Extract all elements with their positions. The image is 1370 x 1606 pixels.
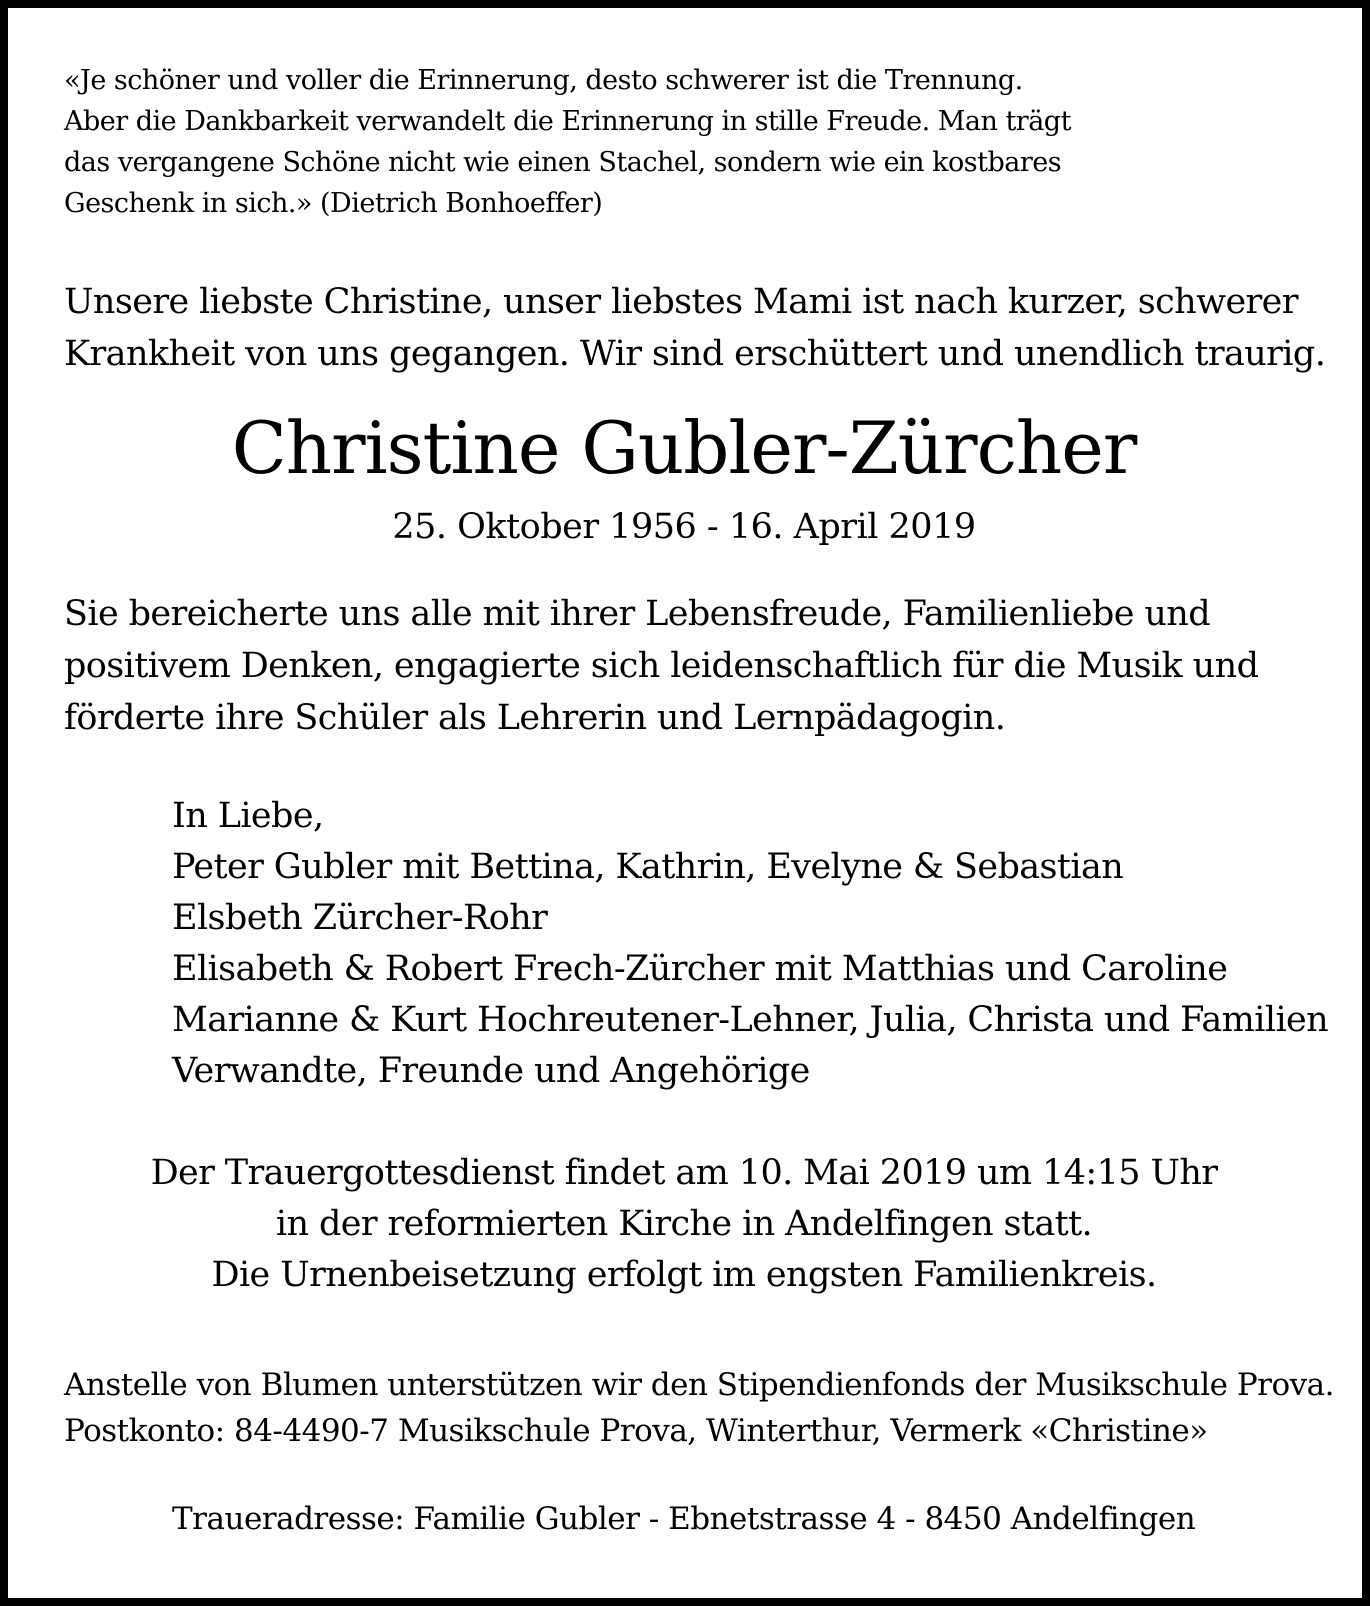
service-line: Die Urnenbeisetzung erfolgt im engsten Familienkreis. [211,1255,1157,1295]
service-details [64,1148,1304,1301]
bonhoeffer-quote [64,60,1071,224]
quote-line: «Je schöner und voller die Erinnerung, desto schwerer ist die Trennung. [64,65,1023,96]
mourner-entry: Elsbeth Zürcher-Rohr [172,898,548,938]
quote-line: das vergangene Schöne nicht wie einen Stachel, sondern wie ein kostbares [64,147,1062,178]
service-line: in der reformierten Kirche in Andelfingen statt. [275,1204,1093,1244]
life-dates: 25. Oktober 1956 - 16. April 2019 [392,507,976,547]
deceased-name: Christine Gubler-Zürcher [231,406,1137,490]
intro-line: Unsere liebste Christine, unser liebstes Mami ist nach kurzer, schwerer [64,282,1298,322]
intro-line: Krankheit von uns gegangen. Wir sind erschüttert und unendlich traurig. [64,334,1326,374]
donation-line: Anstelle von Blumen unterstützen wir den Stipendienfonds der Musikschule Prova. [64,1367,1335,1403]
mourning-address: Traueradresse: Familie Gubler - Ebnetstrasse 4 - 8450 Andelfingen [172,1501,1196,1537]
mourner-entry: Verwandte, Freunde und Angehörige [172,1051,810,1091]
quote-line: Geschenk in sich.» (Dietrich Bonhoeffer) [64,188,603,219]
mourners-list [172,791,1328,1097]
tribute-line: Sie bereicherte uns alle mit ihrer Lebensfreude, Familienliebe und [64,594,1211,634]
tribute-paragraph [64,588,1258,744]
mourner-entry: Marianne & Kurt Hochreutener-Lehner, Julia, Christa und Familien [172,1000,1329,1040]
tribute-line: förderte ihre Schüler als Lehrerin und Lernpädagogin. [64,698,1006,738]
donation-note [64,1362,1334,1454]
mourner-entry: Elisabeth & Robert Frech-Zürcher mit Matthias und Caroline [172,949,1228,989]
donation-line: Postkonto: 84-4490-7 Musikschule Prova, Winterthur, Vermerk «Christine» [64,1413,1208,1449]
service-line: Der Trauergottesdienst findet am 10. Mai 2019 um 14:15 Uhr [150,1153,1218,1193]
tribute-line: positivem Denken, engagierte sich leidenschaftlich für die Musik und [64,646,1259,686]
quote-line: Aber die Dankbarkeit verwandelt die Erinnerung in stille Freude. Man trägt [64,106,1071,137]
mourners-greeting: In Liebe, [172,796,324,836]
intro-paragraph [64,276,1325,380]
mourner-entry: Peter Gubler mit Bettina, Kathrin, Evelyne & Sebastian [172,847,1124,887]
